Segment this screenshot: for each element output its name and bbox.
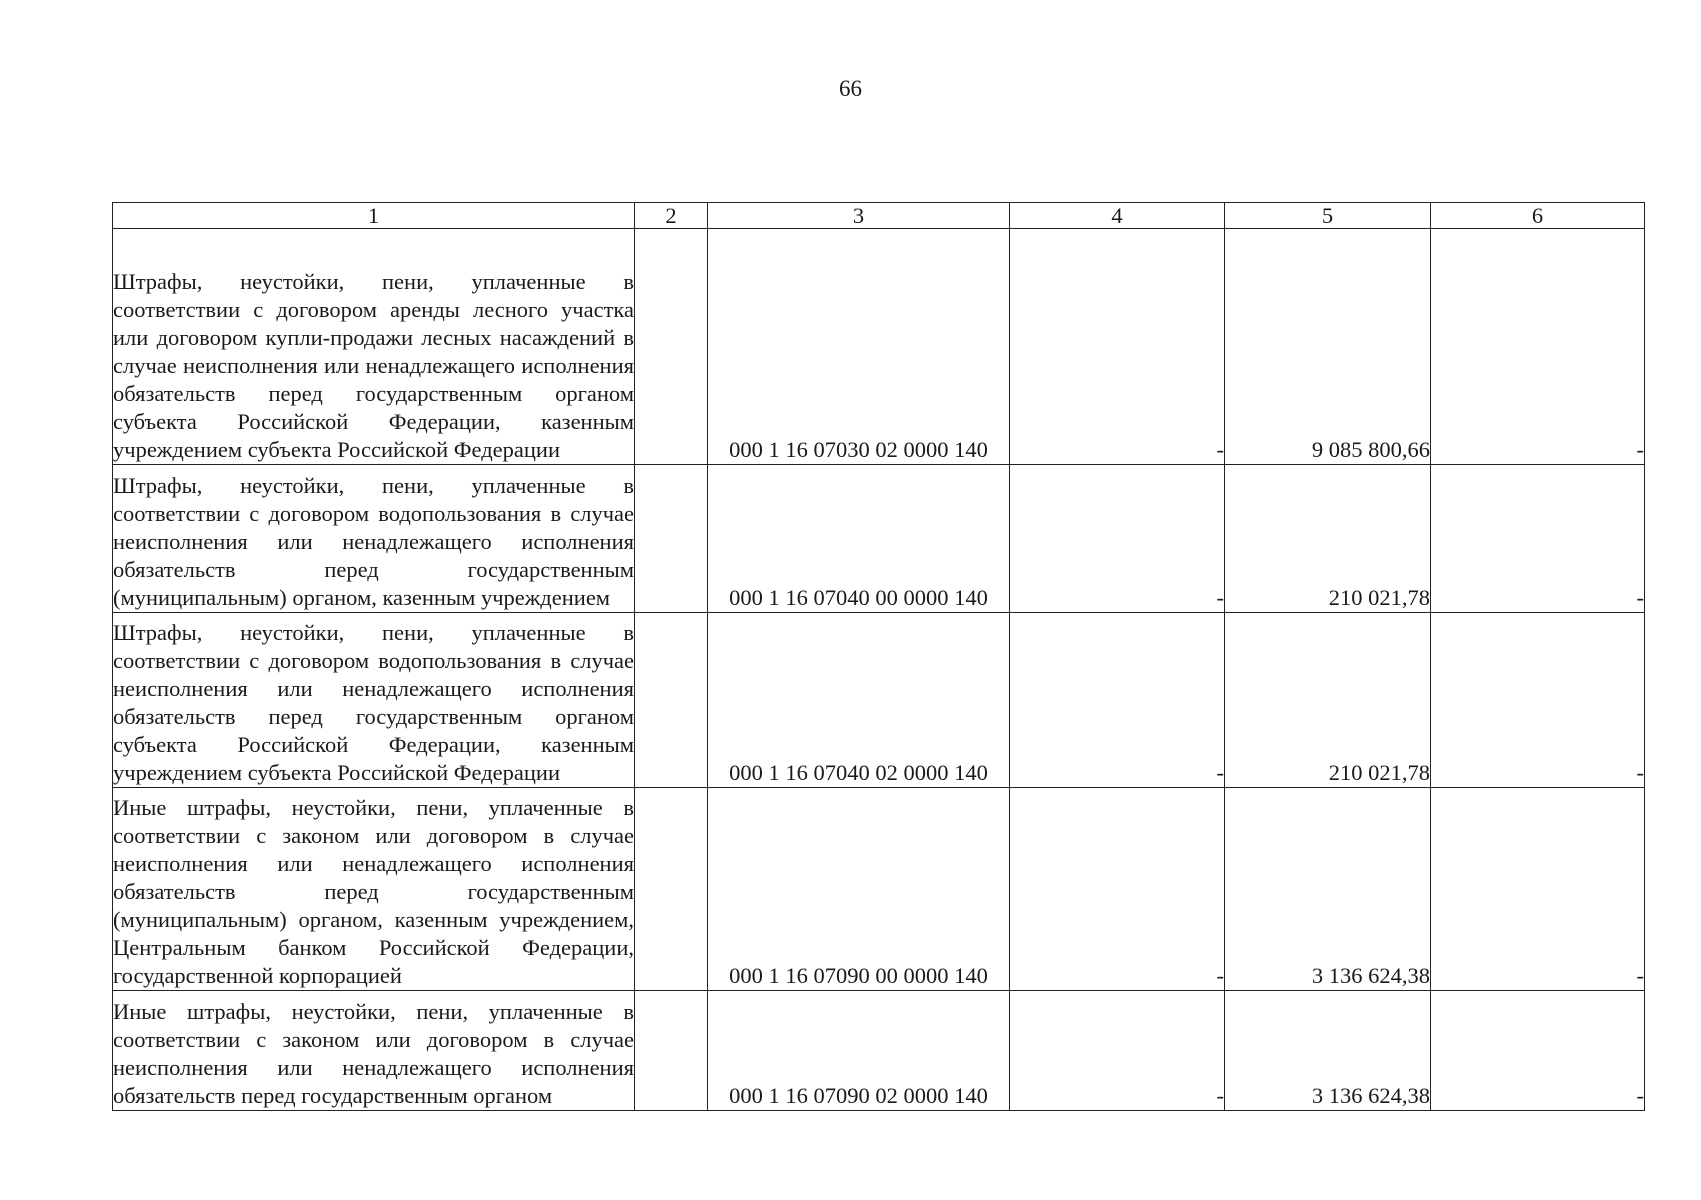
row-code: 000 1 16 07040 00 0000 140 [708,465,1010,613]
header-row [113,203,1645,229]
row-col6: - [1431,229,1645,465]
row-col2 [635,991,708,1111]
page-number: 66 [839,76,862,101]
row-amount: 3 136 624,38 [1225,991,1431,1111]
table-row [113,788,1645,991]
row-col4: - [1010,613,1225,788]
row-code: 000 1 16 07040 02 0000 140 [708,613,1010,788]
row-col6: - [1431,788,1645,991]
row-amount: 210 021,78 [1225,465,1431,613]
table-row [113,613,1645,788]
row-col6: - [1431,991,1645,1111]
row-col6: - [1431,613,1645,788]
row-name: Штрафы, неустойки, пени, уплаченные в соответствии с договором водопользования в случае неисполнения или ненадлежащего исполнения обязательств перед государственным органом субъекта Российской Федерации, казенным учреждением субъекта Российской Федерации [113,613,635,788]
header-cell-1: 1 [113,203,635,229]
row-col2 [635,613,708,788]
header-cell-2: 2 [635,203,708,229]
row-col6: - [1431,465,1645,613]
budget-table [112,202,1645,1111]
table-row [113,991,1645,1111]
row-code: 000 1 16 07090 02 0000 140 [708,991,1010,1111]
header-cell-6: 6 [1431,203,1645,229]
row-col4: - [1010,788,1225,991]
row-col2 [635,788,708,991]
row-name: Иные штрафы, неустойки, пени, уплаченные в соответствии с законом или договором в случае неисполнения или ненадлежащего исполнения обязательств перед государственным органом [113,991,635,1111]
row-amount: 3 136 624,38 [1225,788,1431,991]
row-col4: - [1010,465,1225,613]
row-col4: - [1010,229,1225,465]
table-row [113,229,1645,465]
row-name: Штрафы, неустойки, пени, уплаченные в соответствии с договором аренды лесного участка или договором купли-продажи лесных насаждений в случае неисполнения или ненадлежащего исполнения обязательств перед государственным органом субъекта Российской Федерации, казенным учреждением субъекта Российской Федерации [113,229,635,465]
row-code: 000 1 16 07030 02 0000 140 [708,229,1010,465]
row-col4: - [1010,991,1225,1111]
header-cell-3: 3 [708,203,1010,229]
header-cell-5: 5 [1225,203,1431,229]
row-name: Штрафы, неустойки, пени, уплаченные в соответствии с договором водопользования в случае неисполнения или ненадлежащего исполнения обязательств перед государственным (муниципальным) органом, казенным учреждением [113,465,635,613]
row-amount: 210 021,78 [1225,613,1431,788]
row-amount: 9 085 800,66 [1225,229,1431,465]
row-col2 [635,229,708,465]
row-name: Иные штрафы, неустойки, пени, уплаченные в соответствии с законом или договором в случае неисполнения или ненадлежащего исполнения обязательств перед государственным (муниципальным) органом, казенным учреждением, Центральным банком Российской Федерации, государственной корпорацией [113,788,635,991]
header-cell-4: 4 [1010,203,1225,229]
table-row [113,465,1645,613]
row-code: 000 1 16 07090 00 0000 140 [708,788,1010,991]
row-col2 [635,465,708,613]
